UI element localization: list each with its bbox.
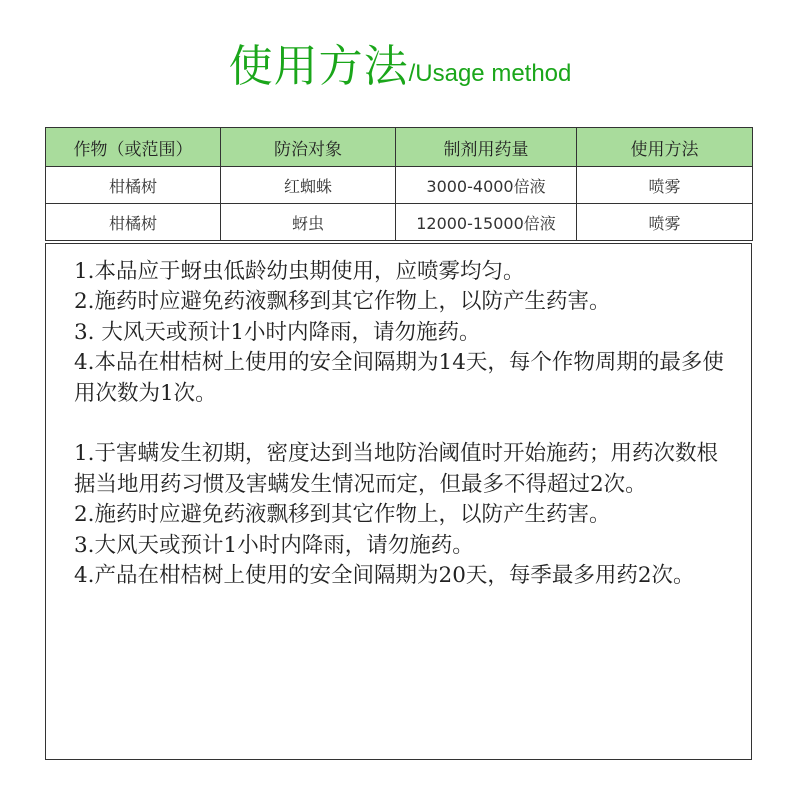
header-method: 使用方法 bbox=[577, 128, 753, 167]
table-header-row bbox=[46, 128, 753, 167]
note-item: 4.本品在柑桔树上使用的安全间隔期为14天，每个作物周期的最多使用次数为1次。 bbox=[74, 350, 724, 406]
note-item: 2.施药时应避免药液飘移到其它作物上，以防产生药害。 bbox=[74, 289, 611, 315]
cell-target: 红蜘蛛 bbox=[221, 167, 396, 204]
usage-table bbox=[45, 127, 753, 241]
cell-target: 蚜虫 bbox=[221, 204, 396, 241]
header-dosage: 制剂用药量 bbox=[396, 128, 577, 167]
cell-crop: 柑橘树 bbox=[46, 167, 221, 204]
note-item: 3.大风天或预计1小时内降雨，请勿施药。 bbox=[74, 532, 474, 558]
table-row bbox=[46, 167, 753, 204]
cell-method: 喷雾 bbox=[577, 204, 753, 241]
cell-dosage: 3000-4000倍液 bbox=[396, 167, 577, 204]
page-title bbox=[0, 30, 800, 100]
note-item: 1.于害螨发生初期，密度达到当地防治阈值时开始施药；用药次数根据当地用药习惯及害螨发生情况而定，但最多不得超过2次。 bbox=[74, 441, 719, 497]
note-group-aphid bbox=[74, 257, 729, 409]
header-target: 防治对象 bbox=[221, 128, 396, 167]
note-item: 4.产品在柑桔树上使用的安全间隔期为20天，每季最多用药2次。 bbox=[74, 563, 695, 589]
title-english: /Usage method bbox=[408, 60, 572, 87]
header-crop: 作物（或范围） bbox=[46, 128, 221, 167]
note-item: 3. 大风天或预计1小时内降雨，请勿施药。 bbox=[74, 319, 481, 345]
usage-notes bbox=[45, 243, 752, 760]
cell-dosage: 12000-15000倍液 bbox=[396, 204, 577, 241]
cell-crop: 柑橘树 bbox=[46, 204, 221, 241]
title-chinese: 使用方法 bbox=[228, 41, 409, 92]
note-group-mite bbox=[74, 439, 729, 591]
note-item: 1.本品应于蚜虫低龄幼虫期使用，应喷雾均匀。 bbox=[74, 259, 525, 284]
cell-method: 喷雾 bbox=[577, 167, 753, 204]
table-row bbox=[46, 204, 753, 241]
note-item: 2.施药时应避免药液飘移到其它作物上，以防产生药害。 bbox=[74, 502, 611, 528]
